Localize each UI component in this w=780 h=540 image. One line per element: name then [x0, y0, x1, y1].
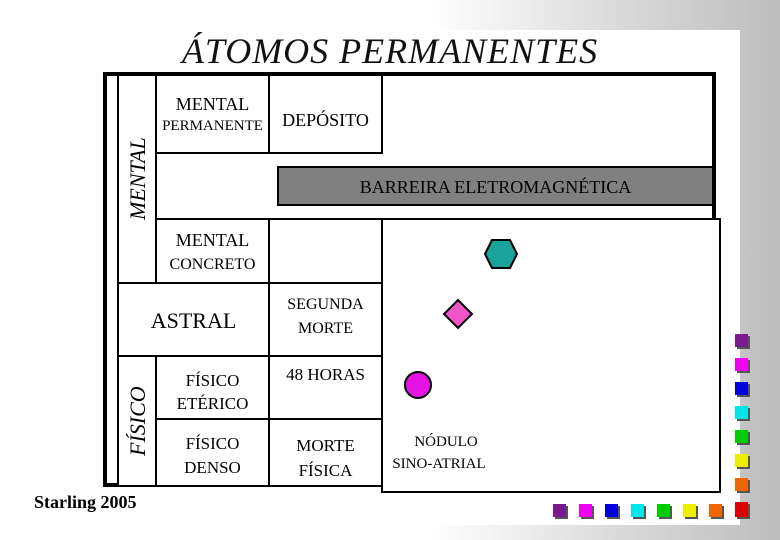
decor-square	[735, 382, 748, 395]
deposito-label: DEPÓSITO	[282, 110, 369, 130]
mental-concreto-line1: MENTAL	[175, 230, 250, 250]
barreira-label: BARREIRA ELETROMAGNÉTICA	[359, 177, 632, 197]
circle-atom	[403, 370, 433, 400]
morte-fisica-line1: MORTE	[296, 436, 355, 455]
slide-title: ÁTOMOS PERMANENTES	[181, 31, 599, 71]
astral-cell	[117, 282, 270, 357]
mental-side-cell	[117, 74, 157, 284]
mental-permanente-cell	[155, 74, 270, 154]
deposito-cell	[268, 74, 383, 154]
mental-concreto-mid-cell	[268, 218, 383, 284]
atoms-column-cell	[381, 218, 721, 493]
fisico-denso-line1: FÍSICO	[185, 434, 240, 453]
astral-label: ASTRAL	[150, 308, 237, 333]
mental-permanente-line1: MENTAL	[175, 94, 250, 114]
nodulo-line2: SINO-ATRIAL	[392, 456, 486, 472]
nodulo-line1: NÓDULO	[414, 434, 478, 450]
fisico-side-label: FÍSICO	[125, 386, 150, 456]
barreira-cell	[277, 166, 714, 206]
decor-square	[735, 504, 748, 517]
decor-square	[683, 504, 696, 517]
mental-permanente-line2: PERMANENTE	[162, 118, 263, 134]
segunda-morte-line1: SEGUNDA	[287, 296, 364, 313]
fisico-side-cell	[117, 355, 157, 487]
fisico-eterico-line2: ETÉRICO	[176, 394, 249, 413]
decor-square	[579, 504, 592, 517]
decor-square	[631, 504, 644, 517]
horas-cell	[268, 355, 383, 420]
decor-square	[709, 504, 722, 517]
hexagon-atom	[484, 239, 518, 269]
fisico-eterico-line1: FÍSICO	[185, 371, 240, 390]
fisico-denso-cell	[155, 418, 270, 487]
decor-square	[553, 504, 566, 517]
segunda-morte-cell	[268, 282, 383, 357]
diagram-frame	[103, 72, 716, 487]
segunda-morte-line2: MORTE	[297, 320, 354, 337]
decor-square	[657, 504, 670, 517]
decor-square	[735, 478, 748, 491]
horas-label: 48 HORAS	[286, 365, 365, 384]
decor-square	[735, 406, 748, 419]
fisico-denso-line2: DENSO	[184, 458, 241, 477]
mental-concreto-line2: CONCRETO	[169, 256, 256, 273]
diamond-atom	[442, 298, 474, 330]
mental-concreto-cell	[155, 218, 270, 284]
decor-square	[735, 454, 748, 467]
morte-fisica-line2: FÍSICA	[298, 461, 353, 480]
decor-square	[735, 334, 748, 347]
decor-square	[605, 504, 618, 517]
mental-side-label: MENTAL	[125, 137, 150, 221]
decor-square	[735, 430, 748, 443]
decor-square	[735, 358, 748, 371]
fisico-eterico-cell	[155, 355, 270, 420]
morte-fisica-cell	[268, 418, 383, 487]
credit-text: Starling 2005	[34, 492, 137, 512]
